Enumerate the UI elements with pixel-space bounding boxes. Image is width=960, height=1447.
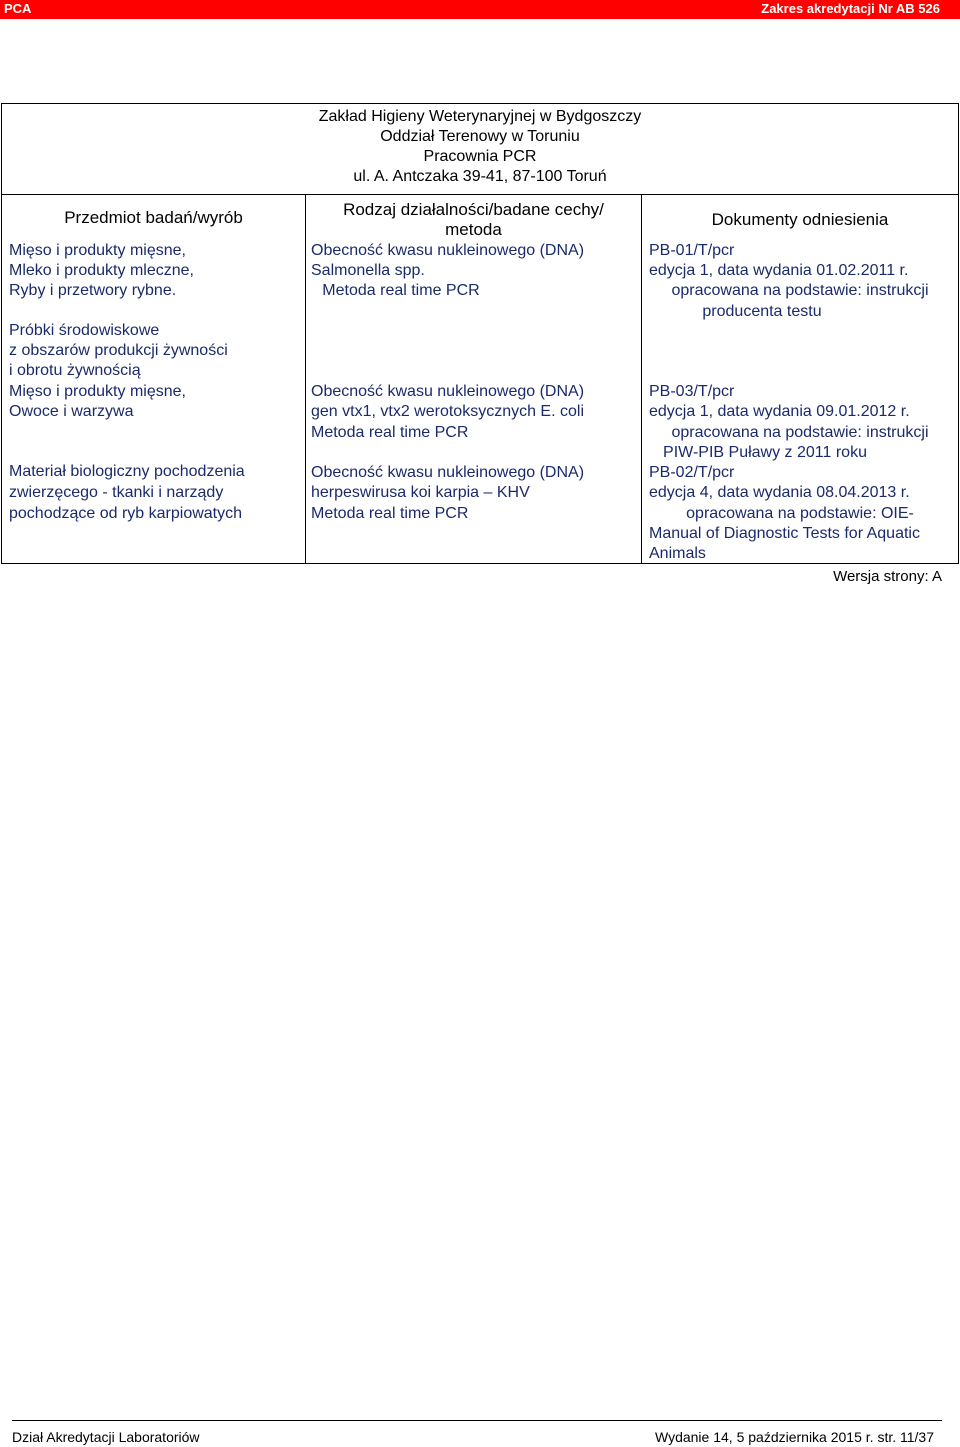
subject-line: Próbki środowiskowe [9, 322, 160, 339]
document-edition: edycja 1, data wydania 09.01.2012 r. [649, 403, 910, 420]
footer-right: Wydanie 14, 5 października 2015 r. str. 11/37 [654, 1429, 934, 1445]
document-basis: producenta testu [702, 303, 822, 320]
header-bar [0, 0, 960, 19]
subject-line: Materiał biologiczny pochodzenia [9, 463, 245, 480]
document-code: PB-02/T/pcr [649, 464, 735, 481]
col-header-activity: Rodzaj działalności/badane cechy/ [343, 200, 604, 219]
header-right: Zakres akredytacji Nr AB 526 [761, 1, 940, 16]
activity-line: Obecność kwasu nukleinowego (DNA) [311, 383, 585, 400]
document-basis: opracowana na podstawie: instrukcji [671, 424, 929, 441]
lab-name: Zakład Higieny Weterynaryjnej w Bydgoszczy [318, 108, 642, 125]
subject-line: i obrotu żywnością [9, 362, 141, 379]
activity-line: gen vtx1, vtx2 werotoksycznych E. coli [311, 403, 584, 420]
lab-branch: Oddział Terenowy w Toruniu [380, 128, 580, 145]
document-basis: opracowana na podstawie: OIE- [686, 505, 914, 522]
activity-line: Salmonella spp. [311, 262, 425, 279]
subject-line: Mleko i produkty mleczne, [9, 262, 194, 279]
accreditation-table [1, 103, 959, 564]
page-version: Wersja strony: A [833, 568, 942, 585]
activity-line: Obecność kwasu nukleinowego (DNA) [311, 242, 585, 259]
footer-divider [12, 1420, 942, 1421]
lab-header-row [2, 104, 958, 195]
document-basis: PIW-PIB Puławy z 2011 roku [663, 444, 867, 461]
document-code: PB-03/T/pcr [649, 383, 735, 400]
method-line: Metoda real time PCR [311, 424, 469, 441]
document-edition: edycja 1, data wydania 01.02.2011 r. [649, 262, 909, 279]
method-line: Metoda real time PCR [322, 282, 480, 299]
footer-left: Dział Akredytacji Laboratoriów [12, 1429, 200, 1445]
subject-line: zwierzęcego - tkanki i narządy [9, 484, 224, 501]
activity-line: Obecność kwasu nukleinowego (DNA) [311, 464, 585, 481]
col-header-subject: Przedmiot badań/wyrób [64, 208, 243, 227]
lab-address: ul. A. Antczaka 39-41, 87-100 Toruń [353, 168, 607, 185]
subject-line: Mięso i produkty mięsne, [9, 383, 186, 400]
subject-line: Ryby i przetwory rybne. [9, 282, 177, 299]
document-basis: Animals [649, 545, 706, 562]
activity-line: herpeswirusa koi karpia – KHV [311, 484, 530, 501]
subject-line: pochodzące od ryb karpiowatych [9, 505, 243, 522]
document-code: PB-01/T/pcr [649, 242, 735, 259]
subject-line: z obszarów produkcji żywności [9, 342, 228, 359]
col-header-method: metoda [445, 220, 502, 239]
lab-unit: Pracownia PCR [423, 148, 537, 165]
col-header-documents: Dokumenty odniesienia [711, 210, 889, 229]
subject-line: Mięso i produkty mięsne, [9, 242, 186, 259]
document-edition: edycja 4, data wydania 08.04.2013 r. [649, 484, 910, 501]
document-basis: opracowana na podstawie: instrukcji [671, 282, 929, 299]
document-basis: Manual of Diagnostic Tests for Aquatic [649, 525, 920, 542]
header-left: PCA [4, 1, 32, 16]
subject-line: Owoce i warzywa [9, 403, 134, 420]
column-divider [305, 194, 306, 563]
method-line: Metoda real time PCR [311, 505, 469, 522]
